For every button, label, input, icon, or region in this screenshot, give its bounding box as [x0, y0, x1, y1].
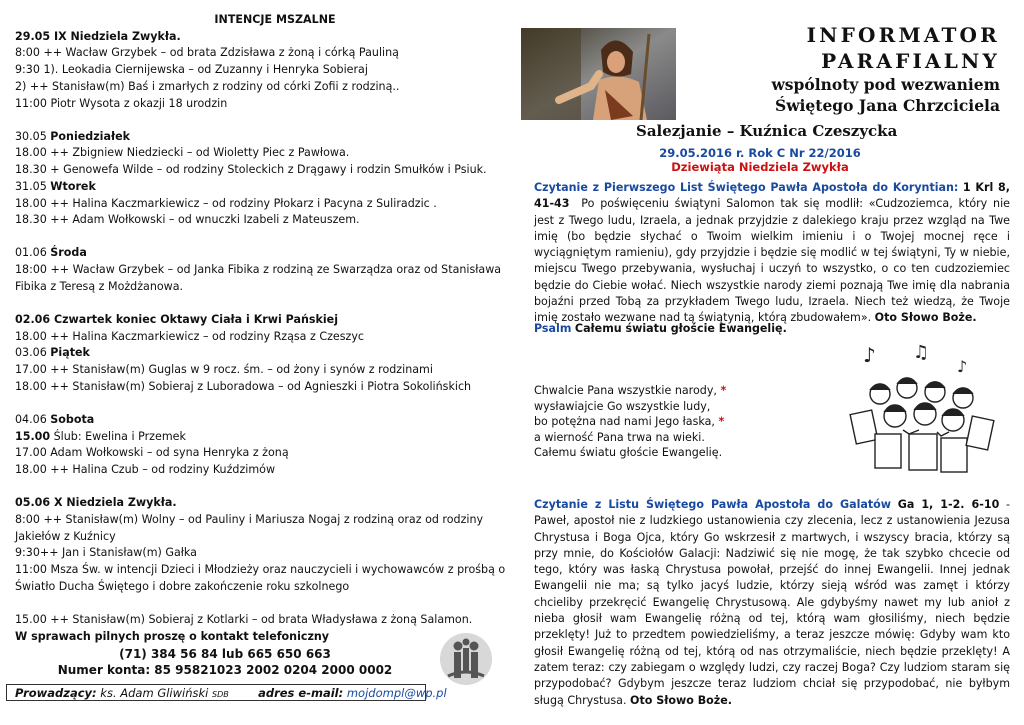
- footer-box: [6, 684, 447, 701]
- intentions-heading: INTENCJE MSZALNE: [214, 13, 336, 26]
- blank-line: [15, 479, 505, 496]
- leader-suffix: SDB: [212, 690, 229, 699]
- psalm-verse: Całemu światu głoście Ewangelię.: [534, 446, 723, 459]
- second-reading-body: - Paweł, apostoł nie z ludzkiego ustanowienia czy zlecenia, lecz z ustanowienia Jezusa Chrystusa i Boga Ojca, który Go wskrzesił z martwych, i wszyscy bracia, którzy są przy mnie, do Kościołów Galacji: Nadziwić się nie mogę, że tak szybko chcecie od tego, który was łaską Chrystusa powołał, przejść do innej Ewangelii. Innej jednak Ewangelii nie ma; są tylko jacyś ludzie, którzy sieją wśród was zamęt i którzy chcieliby przekręcić Ewangelię Chrystusową. Ale gdybyśmy nawet my lub anioł z nieba głosił wam Ewangelię różną od tej, którą wam głosiliśmy, niech będzie przeklęty! Już to przedtem powiedzieliśmy, a teraz jeszcze mówię: Gdyby wam kto głosił Ewangelię różną od tej, którą od nas otrzymaliście, niech będzie przeklęty! A zatem teraz: czy zabiegam o względy ludzi, czy raczej Boga? Czy ludziom staram się przypodobać? Gdybym jeszcze teraz ludziom chciał się przypodobać, nie byłbym sługą Chrystusa.: [534, 498, 1010, 707]
- intention-line: 15.00 Ślub: Ewelina i Przemek: [15, 429, 186, 443]
- psalm-verse: a wierność Pana trwa na wieki.: [534, 430, 705, 444]
- intention-line: 11:00 Piotr Wysota z okazji 18 urodzin: [15, 96, 228, 110]
- blank-line: [15, 396, 505, 413]
- intention-line: 9:30++ Jan i Stanisław(m) Gałka: [15, 546, 197, 560]
- blank-line: [15, 112, 505, 129]
- intention-line: 30.05 Poniedziałek: [15, 129, 130, 143]
- blank-line: [15, 596, 505, 613]
- intention-line: 17.00 ++ Stanisław(m) Guglas w 9 rocz. śm. – od żony i synów z rodzinami: [15, 363, 433, 377]
- svg-text:♪: ♪: [863, 343, 876, 367]
- intention-line: 11:00 Msza Św. w intencji Dzieci i Młodzieży oraz nauczycieli i wychowawców z prośbą o: [15, 563, 506, 577]
- issue-info: [620, 146, 900, 174]
- title-line-1: INFORMATOR: [806, 23, 1000, 47]
- intention-line: 2) ++ Stanisław(m) Baś i zmarłych z rodziny od córki Zofii z rodziną..: [15, 79, 400, 93]
- psalm-verse: Chwalcie Pana wszystkie narody, *: [534, 384, 727, 397]
- blank-line: [15, 296, 505, 313]
- leader-label: Prowadzący:: [15, 686, 97, 700]
- intention-line: 18.00 ++ Stanisław(m) Sobieraj z Luboradowa – od Agnieszki i Piotra Sokolińskich: [15, 379, 472, 393]
- intention-line: 31.05 Wtorek: [15, 179, 96, 193]
- intention-line: 8:00 ++ Wacław Grzybek – od brata Zdzisława z żoną i córką Pauliną: [15, 46, 399, 60]
- psalm-verse: bo potężna nad nami Jego łaska, *: [534, 415, 725, 428]
- intention-line: 18.00 ++ Zbigniew Niedziecki – od Wioletty Piec z Pawłowa.: [15, 146, 350, 160]
- first-reading-body: Po poświęceniu świątyni Salomon tak się modlił: «Cudzoziemca, który nie jest z Twego ludu, Izraela, a jednak przyjdzie z dalekiego kraju przez wzgląd na Twe imię (bo będzie słychać o Twoim wielkim imieniu i o Twojej mocnej ręce i wyciągniętym ramieniu), gdy przyjdzie i będzie się modlić w tej świątyni, Ty w niebie, miejscu Twego przebywania, wysłuchaj i uczyń to wszystko, o co ten cudzoziemiec będzie do Ciebie wołać. Niech wszystkie narody ziemi poznają Twe imię dla nabrania bojaźni przed Tobą za przykładem Twego ludu, Izraela. Niech też wiedzą, że Twoje imię zostało wezwane nad tą świątynią, którą zbudowałem».: [534, 197, 1010, 325]
- blank-line: [15, 229, 505, 246]
- intention-line: 18:00 ++ Wacław Grzybek – od Janka Fibika z rodziną ze Swarządza oraz od Stanisława: [15, 263, 502, 277]
- intention-line: 8:00 ++ Stanisław(m) Wolny – od Pauliny i Mariusza Nogaj z rodziną oraz od rodziny: [15, 513, 484, 527]
- psalm-label: Psalm: [534, 322, 572, 335]
- salesian-logo: [438, 632, 494, 686]
- first-reading-ref: 1 Krl 8, 41-43: [534, 181, 1010, 211]
- first-reading-end: Oto Słowo Boże.: [874, 311, 977, 325]
- intention-line: 18.30 ++ Adam Wołkowski – od wnuczki Izabeli z Mateuszem.: [15, 213, 360, 227]
- intention-line: 04.06 Sobota: [15, 413, 95, 427]
- masthead: [700, 22, 1000, 116]
- psalm-verse: wysławiajcie Go wszystkie ludy,: [534, 399, 711, 413]
- intention-line: 18.00 ++ Halina Kaczmarkiewicz – od rodziny Płokarz i Pacyna z Suliradzic .: [15, 196, 437, 210]
- subtitle-line-2: Świętego Jana Chrzciciela: [775, 96, 1000, 115]
- second-reading-ref: Ga 1, 1-2. 6-10: [897, 498, 1000, 511]
- intention-line: Jakiełów z Kuźnicy: [15, 529, 116, 543]
- psalm-verses: [534, 383, 726, 461]
- first-reading: [534, 180, 1010, 327]
- saint-john-painting: [521, 28, 676, 120]
- leader-name: ks. Adam Gliwiński: [100, 686, 209, 700]
- intention-line: 18.30 + Genowefa Wilde – od rodziny Stoleckich z Drągawy i rodzin Smułków i Psiuk.: [15, 163, 487, 177]
- second-reading-end: Oto Słowo Boże.: [630, 693, 732, 707]
- issue-date: 29.05.2016 r. Rok C Nr 22/2016: [659, 146, 861, 160]
- intention-line: 15.00 ++ Stanisław(m) Sobieraj z Kotlarki – od brata Władysława z żoną Salamon.: [15, 613, 473, 627]
- intentions-list: [15, 29, 505, 629]
- svg-text:♪: ♪: [957, 357, 968, 376]
- singing-choir-illustration: [845, 342, 995, 480]
- intention-line: 29.05 IX Niedziela Zwykła.: [15, 29, 181, 43]
- intention-line: 17.00 Adam Wołkowski – od syna Henryka z żoną: [15, 446, 289, 460]
- phone-numbers: (71) 384 56 84 lub 665 650 663: [119, 646, 331, 661]
- mass-intentions-column: [15, 12, 505, 679]
- intention-line: Światło Ducha Świętego i dobre zakończenie roku szkolnego: [15, 579, 350, 593]
- email-link[interactable]: mojdompl@wp.pl: [346, 686, 447, 700]
- intention-line: 9:30 1). Leokadia Ciernijewska – od Zuzanny i Henryka Sobieraj: [15, 63, 368, 77]
- bank-account: Numer konta: 85 95821023 2002 0204 2000 0002: [57, 663, 393, 678]
- intention-line: 18.00 ++ Halina Kaczmarkiewicz – od rodziny Rząsa z Czeszyc: [15, 329, 365, 343]
- title-line-2: PARAFIALNY: [821, 49, 1000, 73]
- contact-note: W sprawach pilnych proszę o kontakt telefoniczny: [15, 629, 330, 643]
- subtitle-line-1: wspólnoty pod wezwaniem: [771, 75, 1000, 94]
- psalm-response: Całemu światu głoście Ewangelię.: [574, 322, 787, 335]
- svg-text:♫: ♫: [913, 342, 930, 363]
- intention-line: 01.06 Środa: [15, 246, 87, 260]
- first-reading-title: Czytanie z Pierwszego List Świętego Pawła Apostoła do Koryntian:: [534, 181, 959, 194]
- second-reading: [534, 497, 1010, 709]
- intention-line: 02.06 Czwartek koniec Oktawy Ciała i Krwi Pańskiej: [15, 313, 338, 327]
- sunday-name: Dziewiąta Niedziela Zwykła: [671, 160, 849, 174]
- email-label: adres e-mail:: [258, 686, 344, 700]
- intention-line: 18.00 ++ Halina Czub – od rodziny Kuździmów: [15, 463, 276, 477]
- intention-line: Fibika z Teresą z Możdżanowa.: [15, 279, 184, 293]
- second-reading-title: Czytanie z Listu Świętego Pawła Apostoła do Galatów: [534, 498, 892, 511]
- intention-line: 05.06 X Niedziela Zwykła.: [15, 496, 177, 510]
- psalm-heading: [534, 322, 787, 335]
- intention-line: 03.06 Piątek: [15, 346, 90, 360]
- parish-name: Salezjanie – Kuźnica Czeszycka: [636, 122, 898, 140]
